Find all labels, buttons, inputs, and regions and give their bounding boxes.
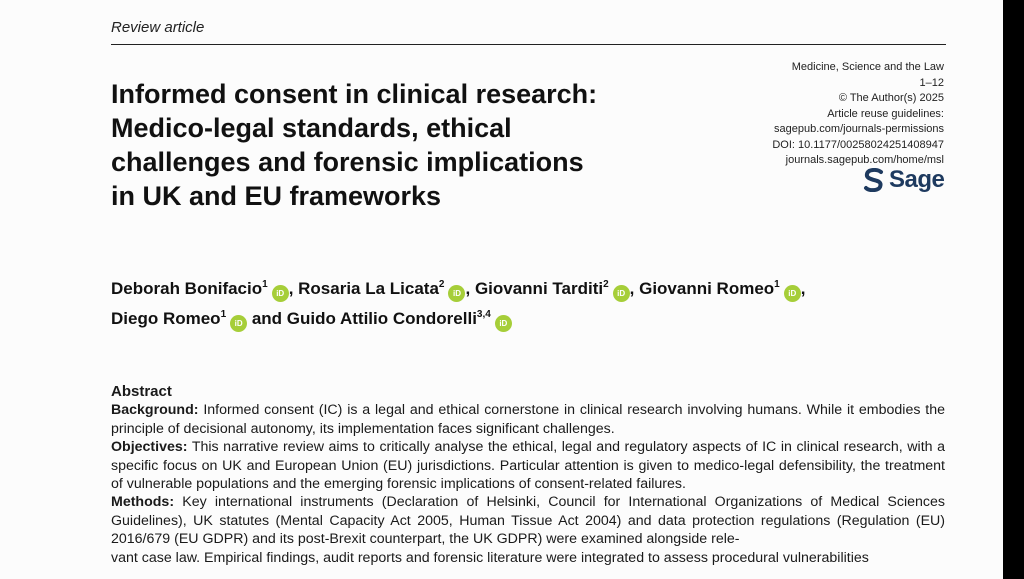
author-list (111, 272, 951, 332)
orcid-icon[interactable]: iD (448, 285, 465, 302)
orcid-icon[interactable]: iD (784, 285, 801, 302)
author-affiliation: 2 (603, 279, 609, 290)
author-name: Diego Romeo (111, 309, 221, 328)
header-rule (111, 44, 946, 45)
journal-url[interactable]: journals.sagepub.com/home/msl (785, 154, 944, 166)
author-name: Guido Attilio Condorelli (286, 309, 477, 328)
author-line (111, 302, 951, 332)
methods-text: Key international instruments (Declaration of Helsinki, Council for International Organizations of Medical Sciences Guidelines), UK statutes (Mental Capacity Act 2005, Human Tissue Act 2004) and data protection regulations (Regulation (EU) 2016/679 (EU GDPR) and its post-Brexit counterpart, the UK GDPR) were examined alongside rele- (111, 494, 945, 548)
author-name: Rosaria La Licata (298, 279, 439, 298)
permissions-link[interactable]: sagepub.com/journals-permissions (774, 123, 944, 135)
sage-logo[interactable] (863, 166, 944, 194)
background-text: Informed consent (IC) is a legal and ethical cornerstone in clinical research involving humans. While it embodies the principle of decisional autonomy, its implementation faces significant challenges. (111, 402, 945, 437)
orcid-icon[interactable]: iD (495, 315, 512, 332)
abstract-section (111, 383, 945, 567)
sage-logo-text: Sage (889, 166, 945, 193)
title-line: challenges and forensic implications (111, 147, 584, 177)
methods-label: Methods: (111, 494, 175, 511)
author-name: Giovanni Romeo (639, 279, 775, 298)
article-type-label: Review article (111, 19, 205, 36)
methods-cutoff-line: vant case law. Empirical findings, audit reports and forensic literature were integrated to assess procedural vulnerabilities (111, 549, 869, 566)
author-name: Deborah Bonifacio (111, 279, 263, 298)
abstract-methods (111, 493, 945, 548)
sage-s-icon (863, 168, 885, 192)
author-separator: , (465, 279, 475, 298)
title-line: Informed consent in clinical research: (111, 79, 598, 109)
orcid-icon[interactable]: iD (272, 285, 289, 302)
author-separator: , (629, 279, 640, 298)
author-affiliation: 1 (774, 279, 780, 290)
author-affiliation: 1 (220, 309, 227, 320)
objectives-text: This narrative review aims to critically analyse the ethical, legal and regulatory aspects of IC in clinical research, with a specific focus on UK and European Union (EU) jurisdictions. Particular attention is given to medico-legal defensibility, the treatment of vulnerable populations and the emerging forensic implications of consent-related failures. (111, 439, 945, 493)
objectives-label: Objectives: (111, 439, 188, 456)
abstract-heading: Abstract (111, 383, 172, 400)
title-line: Medico-legal standards, ethical (111, 113, 512, 143)
author-affiliation: 2 (438, 279, 445, 290)
author-line (111, 272, 951, 302)
page-range: 1–12 (919, 76, 944, 89)
orcid-icon[interactable]: iD (613, 285, 630, 302)
reuse-guidelines: Article reuse guidelines: (827, 107, 944, 120)
abstract-background (111, 401, 945, 438)
screen-edge (1003, 0, 1024, 579)
copyright: © The Author(s) 2025 (838, 92, 944, 104)
journal-metadata (772, 60, 944, 169)
journal-name: Medicine, Science and the Law (791, 61, 944, 73)
author-separator: , (288, 279, 299, 298)
author-affiliation: 1 (262, 279, 268, 290)
author-affiliation: 3,4 (476, 309, 491, 320)
background-label: Background: (111, 402, 199, 419)
author-separator: and (247, 309, 287, 328)
author-separator: , (800, 279, 806, 298)
abstract-objectives (111, 438, 945, 493)
author-name: Giovanni Tarditi (474, 279, 604, 298)
article-title (111, 77, 711, 213)
title-line: in UK and EU frameworks (111, 181, 442, 211)
orcid-icon[interactable]: iD (230, 315, 247, 332)
doi[interactable]: DOI: 10.1177/00258024251408947 (772, 138, 944, 151)
